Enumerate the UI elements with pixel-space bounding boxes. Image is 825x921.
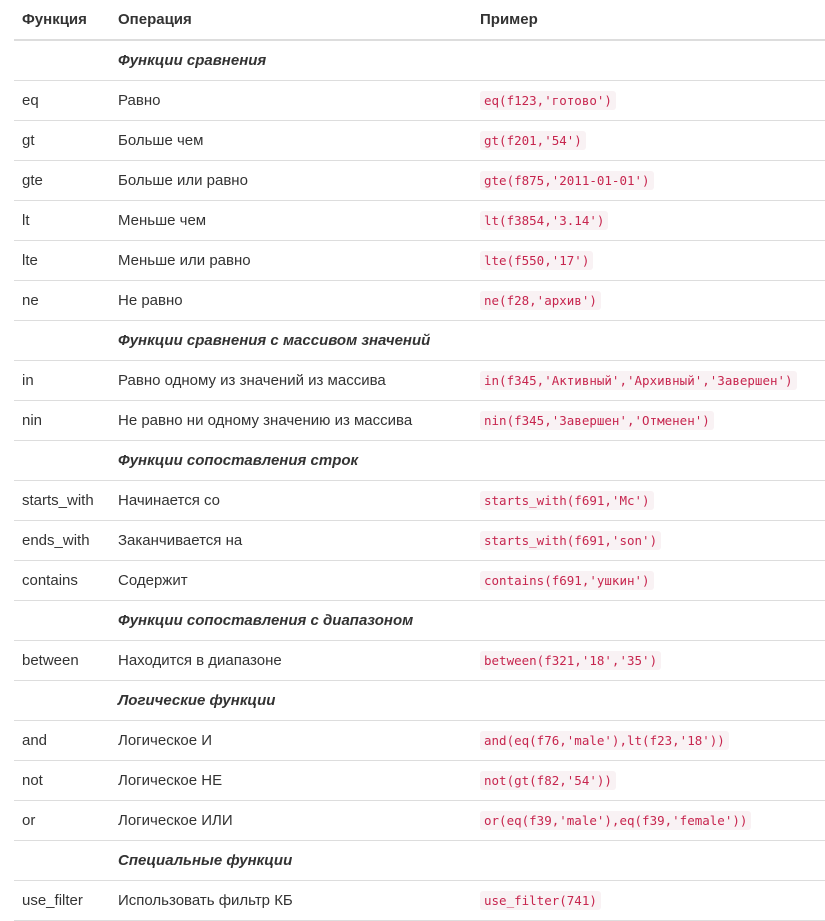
table-row [14,641,825,681]
example-code: gte(f875,'2011-01-01') [480,171,654,190]
operation-description: Больше чем [110,121,472,161]
section-title: Функции сопоставления с диапазоном [110,601,472,641]
function-name: between [14,641,110,681]
example-code: gt(f201,'54') [480,131,586,150]
function-name: lte [14,241,110,281]
operation-description: Содержит [110,561,472,601]
example-cell [472,361,825,401]
section-title: Функции сравнения с массивом значений [110,321,472,361]
example-cell [472,481,825,521]
section-row [14,40,825,81]
function-name: use_filter [14,881,110,921]
example-cell [472,161,825,201]
operation-description: Равно одному из значений из массива [110,361,472,401]
example-code: starts_with(f691,'son') [480,531,661,550]
example-cell [472,801,825,841]
section-row [14,441,825,481]
section-empty-cell [14,441,110,481]
section-empty-cell [472,601,825,641]
operation-description: Логическое И [110,721,472,761]
operation-description: Не равно ни одному значению из массива [110,401,472,441]
table-row [14,721,825,761]
function-name: ne [14,281,110,321]
example-cell [472,201,825,241]
table-row [14,201,825,241]
function-name: starts_with [14,481,110,521]
functions-table [14,0,825,921]
section-empty-cell [472,40,825,81]
example-cell [472,561,825,601]
function-name: gte [14,161,110,201]
example-cell [472,761,825,801]
section-row [14,681,825,721]
table-header-row [14,0,825,40]
example-cell [472,241,825,281]
example-cell [472,121,825,161]
example-code: in(f345,'Активный','Архивный','Завершен') [480,371,797,390]
section-empty-cell [14,321,110,361]
section-empty-cell [472,441,825,481]
operation-description: Использовать фильтр КБ [110,881,472,921]
operation-description: Не равно [110,281,472,321]
operation-description: Больше или равно [110,161,472,201]
function-name: in [14,361,110,401]
example-code: use_filter(741) [480,891,601,910]
header-operation: Операция [110,0,472,40]
table-row [14,81,825,121]
example-cell [472,281,825,321]
example-cell [472,521,825,561]
table-row [14,281,825,321]
example-cell [472,81,825,121]
function-name: gt [14,121,110,161]
operation-description: Логическое НЕ [110,761,472,801]
function-name: eq [14,81,110,121]
table-row [14,401,825,441]
section-empty-cell [14,681,110,721]
function-name: and [14,721,110,761]
table-row [14,361,825,401]
section-empty-cell [14,40,110,81]
operation-description: Заканчивается на [110,521,472,561]
example-code: not(gt(f82,'54')) [480,771,616,790]
function-name: contains [14,561,110,601]
operation-description: Логическое ИЛИ [110,801,472,841]
table-row [14,761,825,801]
operation-description: Начинается со [110,481,472,521]
section-title: Функции сопоставления строк [110,441,472,481]
operation-description: Находится в диапазоне [110,641,472,681]
example-code: starts_with(f691,'Mc') [480,491,654,510]
example-code: between(f321,'18','35') [480,651,661,670]
section-row [14,841,825,881]
example-cell [472,721,825,761]
example-code: nin(f345,'Завершен','Отменен') [480,411,714,430]
example-cell [472,401,825,441]
table-row [14,241,825,281]
header-function: Функция [14,0,110,40]
example-code: contains(f691,'ушкин') [480,571,654,590]
section-empty-cell [14,601,110,641]
operation-description: Меньше или равно [110,241,472,281]
example-code: lt(f3854,'3.14') [480,211,608,230]
function-name: lt [14,201,110,241]
section-empty-cell [472,681,825,721]
example-code: ne(f28,'архив') [480,291,601,310]
operation-description: Меньше чем [110,201,472,241]
table-row [14,121,825,161]
header-example: Пример [472,0,825,40]
function-name: or [14,801,110,841]
function-name: not [14,761,110,801]
table-row [14,561,825,601]
table-row [14,161,825,201]
section-row [14,601,825,641]
example-code: and(eq(f76,'male'),lt(f23,'18')) [480,731,729,750]
table-row [14,521,825,561]
example-cell [472,641,825,681]
section-row [14,321,825,361]
example-code: or(eq(f39,'male'),eq(f39,'female')) [480,811,751,830]
table-row [14,801,825,841]
section-title: Функции сравнения [110,40,472,81]
section-empty-cell [472,841,825,881]
example-code: eq(f123,'готово') [480,91,616,110]
example-code: lte(f550,'17') [480,251,593,270]
operation-description: Равно [110,81,472,121]
section-empty-cell [14,841,110,881]
table-row [14,481,825,521]
function-name: nin [14,401,110,441]
section-empty-cell [472,321,825,361]
function-name: ends_with [14,521,110,561]
section-title: Логические функции [110,681,472,721]
table-body [14,40,825,921]
section-title: Специальные функции [110,841,472,881]
